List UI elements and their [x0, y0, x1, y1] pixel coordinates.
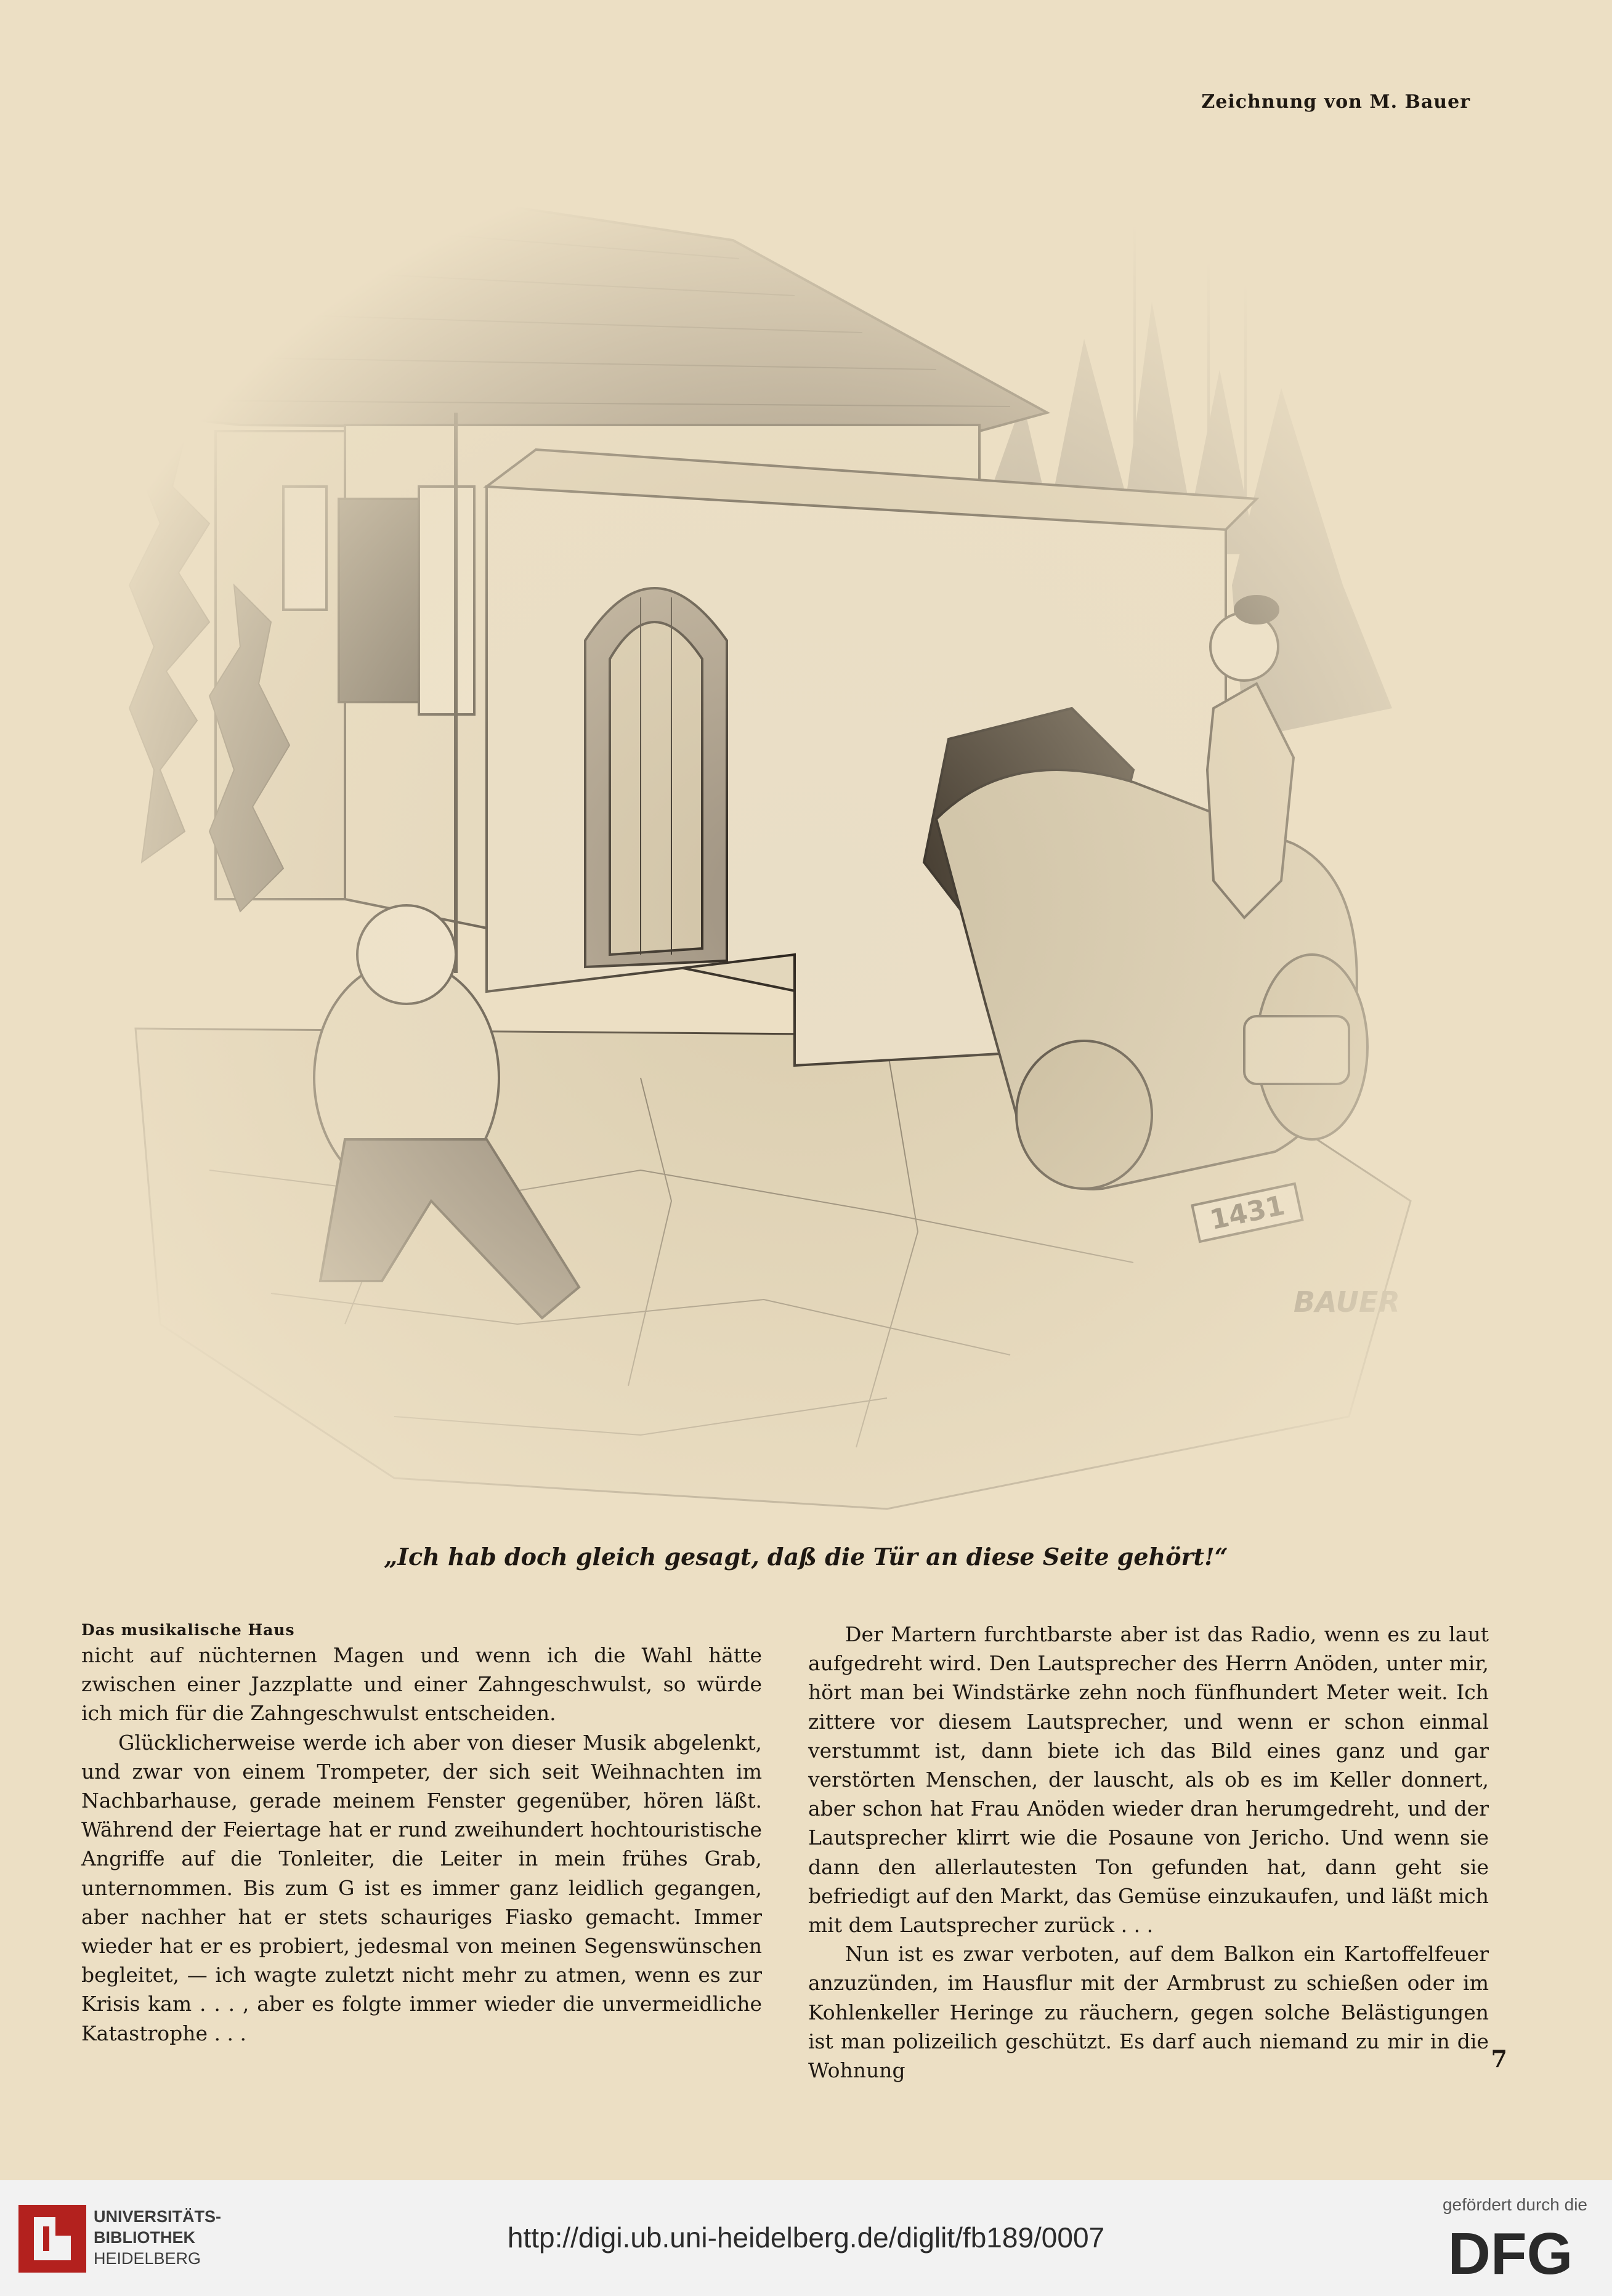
- left-column: [81, 1620, 762, 2048]
- left-paragraph-1: nicht auf nüchternen Magen und wenn ich die Wahl hätte zwischen einer Jazzplatte und einer Zahngeschwulst, so würde ich mich für die Zahngeschwulst entscheiden.: [81, 1643, 762, 1726]
- page-number: 7: [1491, 2045, 1507, 2072]
- right-paragraph-2: Nun ist es zwar verboten, auf dem Balkon ein Kartoffelfeuer anzuzünden, im Hausflur mit der Armbrust zu schießen oder im Kohlenkeller Heringe zu räuchern, gegen solche Belästigungen ist man polizeilich geschützt. Es darf auch niemand zu mir in die Wohnung: [808, 1942, 1489, 2083]
- section-title: Das musikalische Haus: [81, 1621, 295, 1639]
- cartoon-illustration: [86, 154, 1521, 1515]
- permalink-url[interactable]: http://digi.ub.uni-heidelberg.de/diglit/fb189/0007: [507, 2221, 1105, 2254]
- right-column: [808, 1620, 1489, 2085]
- dfg-logo-icon[interactable]: [1433, 2226, 1587, 2281]
- svg-text:DFG: DFG: [1448, 2226, 1573, 2281]
- funded-by-label: gefördert durch die: [1442, 2195, 1587, 2214]
- left-paragraph-2: Glücklicherweise werde ich aber von dieser Musik abgelenkt, und zwar von einem Trompeter, der sich seit Weihnachten im Nachbarhause, gerade meinem Fenster gegenüber, hören läßt. Während der Feiertage hat er rund zweihundert hochtouristische Angriffe auf die Tonleiter, die Leiter in mein frühes Grab, unternommen. Bis zum G ist es immer ganz leidlich gegangen, aber nachher hat er stets schauriges Fiasko gemacht. Immer wieder hat er es probiert, jedesmal von meinen Segenswünschen begleitet, — ich wagte zuletzt nicht mehr zu atmen, wenn es zur Krisis kam . . . , aber es folgte immer wieder die unvermeidliche Katastrophe . . .: [81, 1730, 762, 2045]
- illustration-credit: Zeichnung von M. Bauer: [1201, 91, 1470, 113]
- right-paragraph-1: Der Martern furchtbarste aber ist das Radio, wenn es zu laut aufgedreht wird. Den Lautsprecher des Herrn Anöden, unter mir, hört man bei Windstärke zehn noch fünfhundert Meter weit. Ich zittere vor diesem Lautsprecher, und wenn er schon einmal verstummt ist, dann biete ich das Bild eines ganz und gar verstörten Menschen, der lauscht, als ob es im Keller donnert, aber schon hat Frau Anöden wieder dran herumgedreht, und der Lautsprecher klirrt wie die Posaune von Jericho. Und wenn sie dann den allerlautesten Ton gefunden hat, dann geht sie befriedigt auf den Markt, das Gemüse einzukaufen, und läßt mich mit dem Lautsprecher zurück . . .: [808, 1622, 1489, 1938]
- institution-name: UNIVERSITÄTS- BIBLIOTHEK HEIDELBERG: [94, 2207, 222, 2268]
- viewer-footer: [0, 2180, 1612, 2296]
- illustration-caption: „Ich hab doch gleich gesagt, daß die Tür an diese Seite gehört!“: [384, 1543, 1228, 1570]
